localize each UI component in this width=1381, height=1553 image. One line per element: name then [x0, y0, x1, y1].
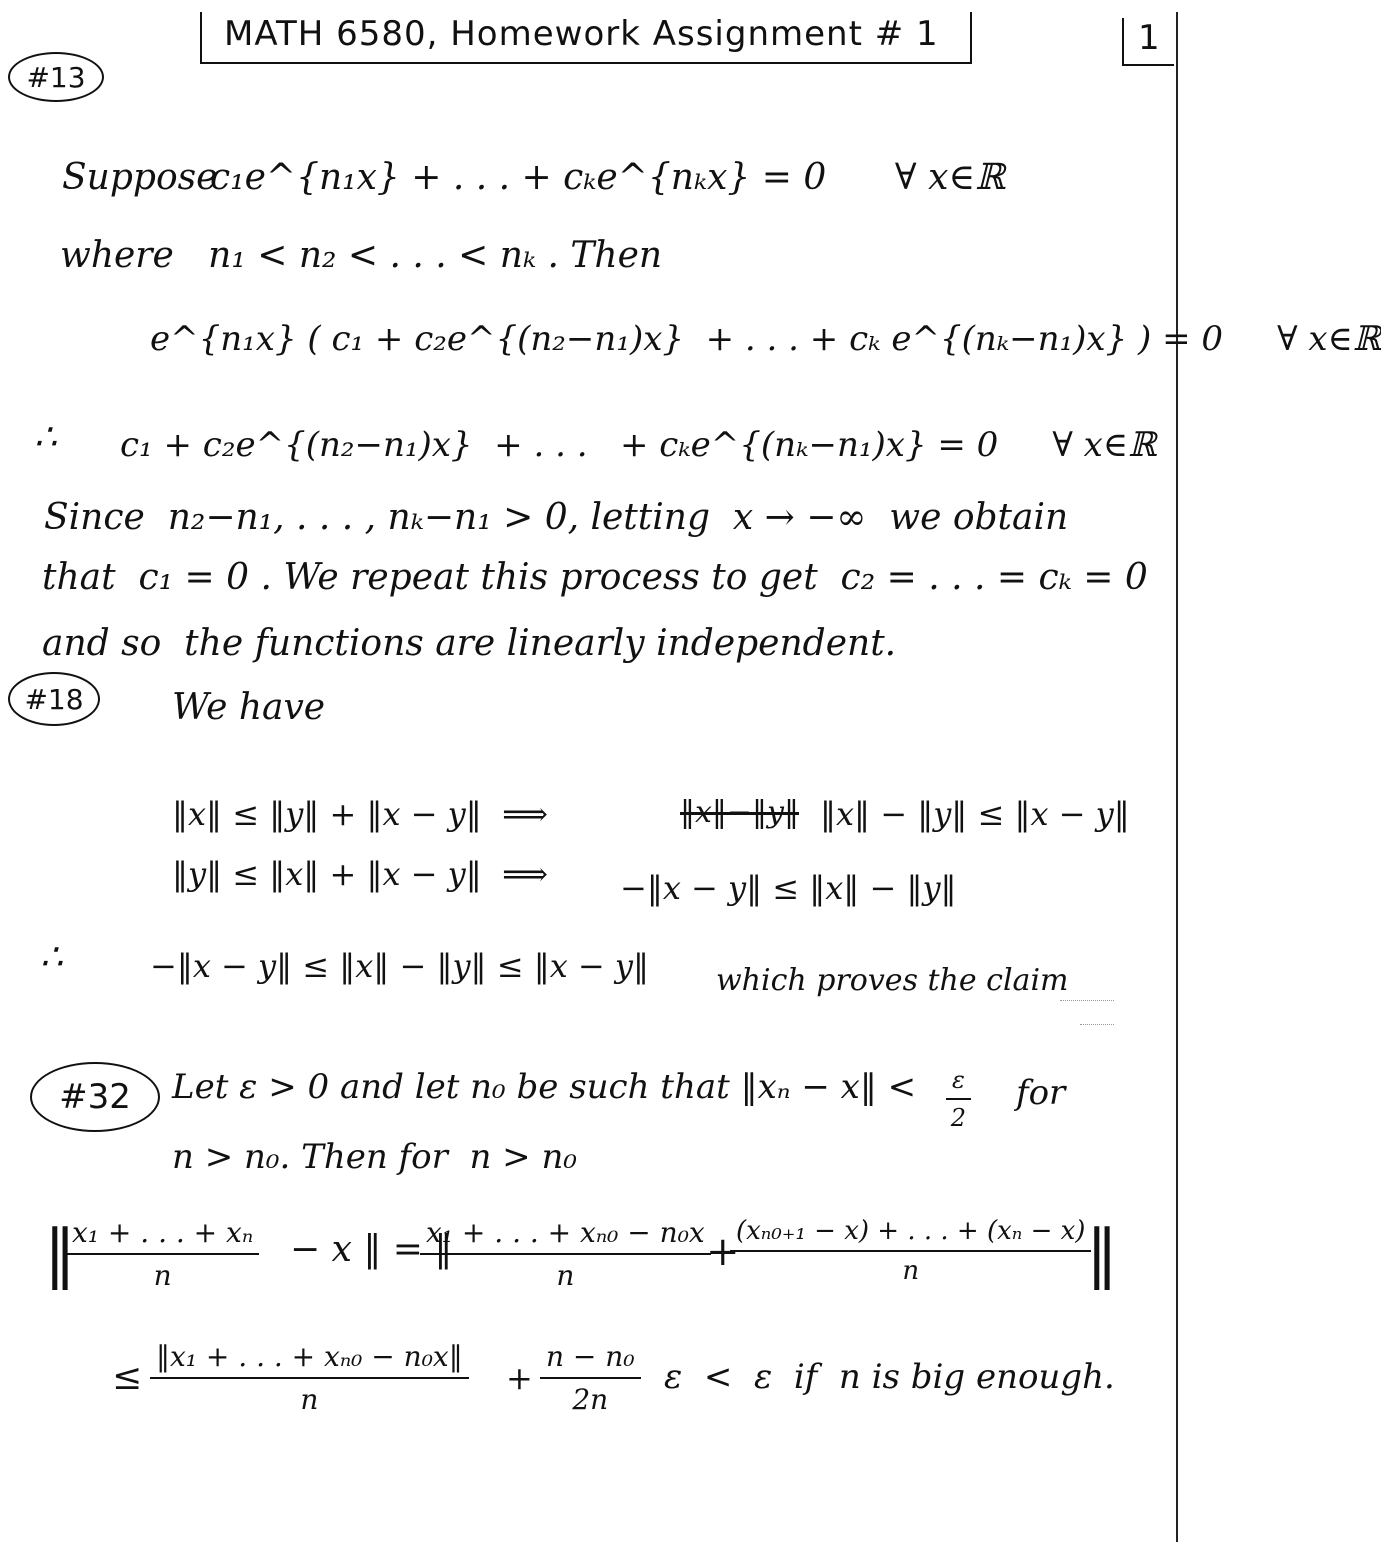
p32-eq1-f1-den: n — [153, 1259, 172, 1292]
p32-eq1-plus: + — [706, 1229, 740, 1275]
p18-inequality-2-right: −‖x − y‖ ≤ ‖x‖ − ‖y‖ — [620, 869, 957, 907]
p32-eq2-tail: ε < ε if n is big enough. — [664, 1357, 1115, 1397]
p32-eq1-middle: − x ‖ = ‖ — [290, 1229, 453, 1270]
p18-combined-inequality: −‖x − y‖ ≤ ‖x‖ − ‖y‖ ≤ ‖x − y‖ — [150, 947, 649, 985]
p32-eq1-f1-num: x₁ + . . . + xₙ — [66, 1216, 259, 1255]
p32-eq2-plus: + — [506, 1359, 533, 1397]
p18-struck-text: ‖x‖−‖y‖ — [680, 795, 800, 830]
p32-epsilon-half-num: ε — [946, 1066, 971, 1100]
p32-eq1-fraction-1 — [66, 1216, 259, 1292]
p32-eq1-fraction-3 — [730, 1216, 1091, 1286]
p32-eq2-fraction-2 — [540, 1340, 641, 1416]
p18-conclusion: which proves the claim — [716, 963, 1069, 998]
p18-therefore: ∴ — [40, 937, 63, 978]
p18-inequality-1-left: ‖x‖ ≤ ‖y‖ + ‖x − y‖ ⟹ — [172, 795, 548, 833]
p13-that-line: that c₁ = 0 . We repeat this process to get c₂ = . . . = cₖ = 0 — [42, 557, 1148, 598]
p32-eq1-f3-den: n — [902, 1256, 920, 1286]
p13-equation-2: e^{n₁x} ( c₁ + c₂e^{(n₂−n₁)x} + . . . + cₖ e^{(nₖ−n₁)x} ) = 0 ∀ x∈ℝ — [150, 319, 1381, 359]
p32-eq1-f3-num: (xₙ₀₊₁ − x) + . . . + (xₙ − x) — [730, 1216, 1091, 1252]
p13-equation-3: c₁ + c₂e^{(n₂−n₁)x} + . . . + cₖe^{(nₖ−n₁)x} = 0 ∀ x∈ℝ — [120, 425, 1157, 465]
page-title: MATH 6580, Homework Assignment # 1 — [200, 12, 972, 64]
problem-32-label: #32 — [30, 1062, 160, 1132]
p32-epsilon-half — [946, 1066, 971, 1132]
p32-for: for — [1016, 1073, 1066, 1113]
p13-suppose: Suppose — [62, 157, 218, 198]
p32-eq1-fraction-2 — [420, 1216, 711, 1292]
p13-since-line: Since n₂−n₁, . . . , nₖ−n₁ > 0, letting x → −∞ we obtain — [44, 497, 1069, 538]
p32-then-line: n > n₀. Then for n > n₀ — [172, 1137, 577, 1177]
p13-equation-1: c₁e^{n₁x} + . . . + cₖe^{nₖx} = 0 ∀ x∈ℝ — [210, 157, 1005, 198]
problem-13-label: #13 — [8, 52, 104, 102]
p32-eq1-f2-den: n — [556, 1259, 575, 1292]
p18-inequality-2-left: ‖y‖ ≤ ‖x‖ + ‖x − y‖ ⟹ — [172, 855, 548, 893]
p18-intro: We have — [172, 687, 326, 728]
p32-eq2-f2-den: 2n — [572, 1383, 609, 1416]
p32-let-line: Let ε > 0 and let n₀ be such that ‖xₙ − x‖ < — [172, 1067, 917, 1107]
right-margin-rule — [1176, 12, 1178, 1542]
p32-eq2-fraction-1 — [150, 1340, 469, 1416]
p32-eq2-le: ≤ — [112, 1357, 143, 1398]
p32-eq2-f1-den: n — [300, 1383, 319, 1416]
p13-therefore: ∴ — [34, 417, 57, 458]
p13-where-line: where n₁ < n₂ < . . . < nₖ . Then — [60, 235, 663, 276]
problem-18-label: #18 — [8, 672, 100, 726]
faint-dotted-mark-2 — [1080, 1024, 1114, 1025]
p32-eq2-f1-num: ‖x₁ + . . . + xₙ₀ − n₀x‖ — [150, 1340, 469, 1379]
p18-inequality-1-right: ‖x‖ − ‖y‖ ≤ ‖x − y‖ — [820, 795, 1130, 833]
p32-eq1-open-norm: ‖ — [44, 1217, 76, 1291]
p32-eq1-close-norm: ‖ — [1086, 1217, 1118, 1291]
p32-epsilon-half-den: 2 — [950, 1104, 967, 1132]
p13-conclusion: and so the functions are linearly independent. — [42, 623, 897, 664]
page-number: 1 — [1122, 18, 1174, 66]
p32-eq1-f2-num: x₁ + . . . + xₙ₀ − n₀x — [420, 1216, 711, 1255]
p32-eq2-f2-num: n − n₀ — [540, 1340, 641, 1379]
faint-dotted-mark — [1060, 1000, 1114, 1001]
